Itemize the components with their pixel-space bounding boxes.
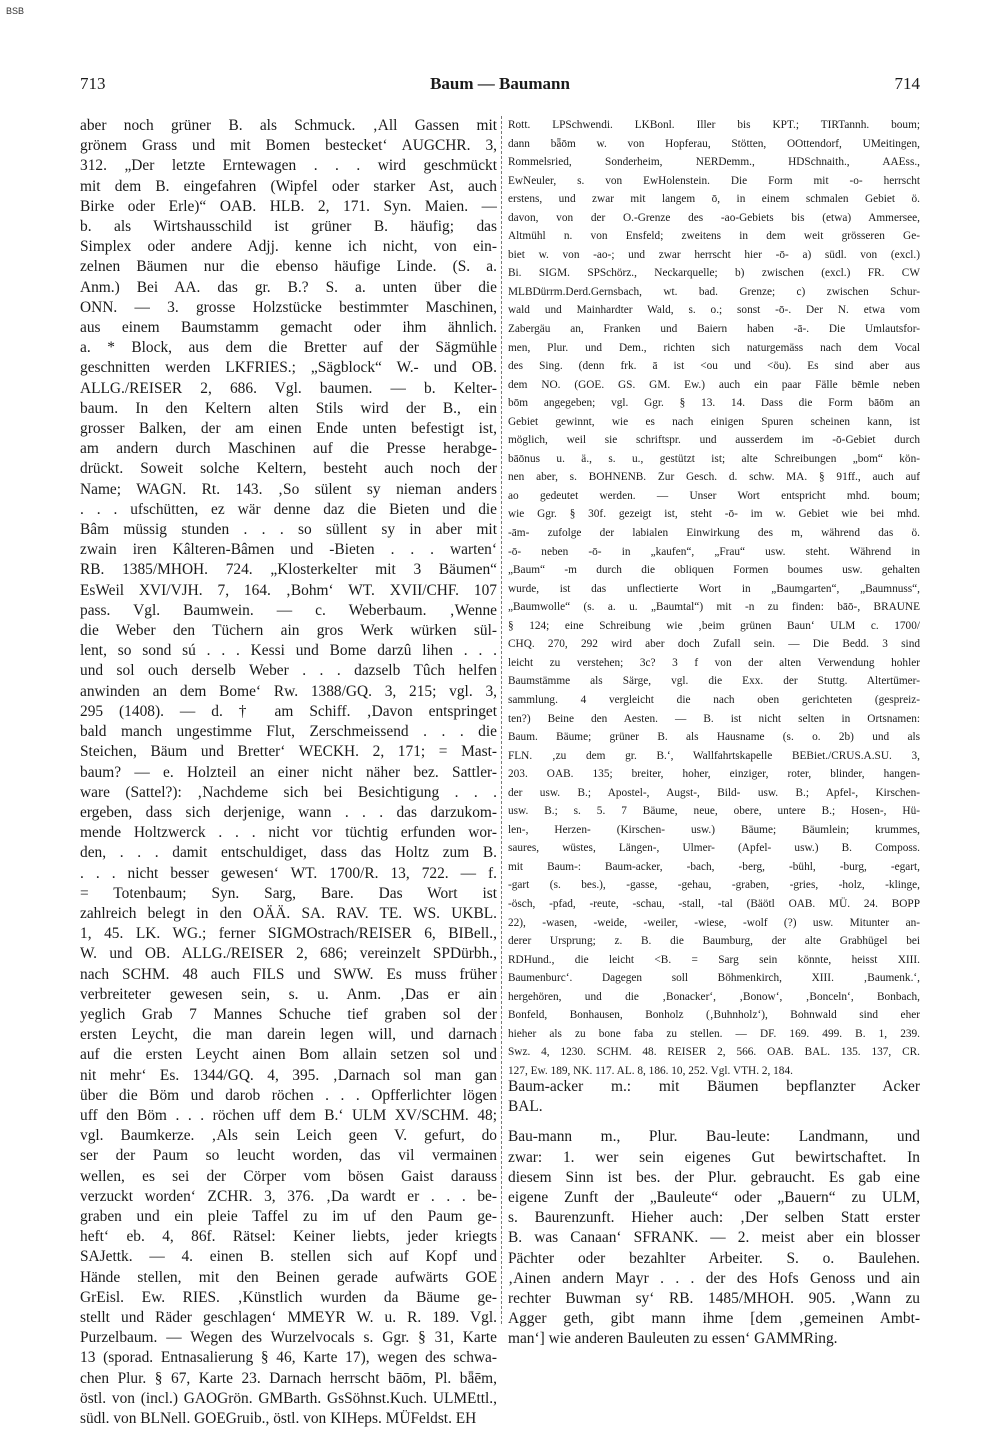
right-note-line: Baumenburc‘. Dagegen soll Böhmenkirch, XIII. ‚Baumenk.‘, [508,972,920,985]
right-note-line: erstens, und zwar mit langem ō, in einem schmalen Gebiet ö. [508,193,920,206]
left-column-line: aber noch grüner B. als Schmuck. ‚All Gassen mit [80,117,497,134]
left-column-line: stellt und Räder geschlagen‘ MMEYR W. u. R. 189. Vgl. [80,1308,497,1326]
left-column-line: baum? — e. Holzteil an einer nicht näher bez. Sattler- [80,763,497,781]
entry-bau-mann [508,1127,920,1349]
left-column-line: und sol ouch derselb Weber . . . dazselb Tûch helfen [80,662,497,680]
right-note-line: RDHund., die leicht <B. = Sarg sein könnte, heisst XIII. [508,953,920,966]
entry-bau-mann-line: Agger geth, gibt mann ihme [dem ‚gemeinen Ambt- [508,1310,920,1328]
entry-bau-mann-line: rechter Buwman sy‘ RB. 1485/MHOH. 905. ‚Wann zu [508,1290,920,1308]
right-note-line: hergehören, und die ‚Bonacker‘, ‚Bonow‘, ‚Bonceln‘, Bonbach, [508,990,920,1003]
page-number-right: 714 [894,74,920,93]
right-note-line: Bi. SIGM. SPSchörz., Neckarquelle; b) zwischen (excl.) FR. CW [508,267,920,280]
left-column-line: verzuckt worden‘ ZCHR. 3, 376. ‚Da wardt er . . . be- [80,1187,497,1205]
page-number-left: 713 [80,74,106,93]
right-note-line: Baum. Bäume; grüner B. als Hausname (s. o. 2b) und als [508,731,920,744]
right-note-line: 22), -wasen, -weide, -weiler, -wiese, -wolf (?) usw. Mitunter an- [508,916,920,929]
column-rule [501,116,502,1324]
left-column-line: drückt. Soweit solche Keltern, besteht auch noch der [80,460,497,478]
right-column-notes [508,116,920,1080]
right-note-line: men, Plur. und Dem., richten sich naturgemäss nach dem Vocal [508,341,920,354]
left-column-line: ONN. — 3. grosse Holzstücke bestimmter Maschinen, [80,298,497,316]
left-column-line: geschnitten werden LKFRIES.; „Sägblock“ W.- und OB. [80,359,497,377]
left-column-line: yeglich Grab 7 Mannes Schuche tief graben sol der [80,1005,497,1023]
right-note-line: ten?) Beine den Aesten. — B. ist nicht selten in Ortsnamen: [508,712,920,725]
right-note-line: Rott. LPSchwendi. LKBonl. Iller bis KPT.; TIRTannh. boum; [508,119,920,131]
left-column-line: = Totenbaum; Syn. Sarg, Bare. Das Wort ist [80,884,497,902]
right-column-entries [508,1077,920,1350]
left-column-line: ser der Paum so leucht worden, das vil vermainen [80,1147,497,1165]
left-column-line: EsWeil XVI/VJH. 7, 164. ‚Bohm‘ WT. XVII/CHF. 107 [80,581,497,599]
right-note-line: wurde, ist das unflectierte Wort in „Baumgarten“, „Baumnuss“, [508,582,920,595]
right-note-line: biet w. von -ao-; und zwar herrscht hier -ō- a) südl. von (excl.) [508,248,920,261]
left-column-line: ware (Sattel?): ‚Nachdeme sich bei Besichtigung . . . [80,783,497,801]
right-note-line: Gebiet gewinnt, wie es nach einigen Spuren scheinen kann, ist [508,415,920,428]
right-note-line: leicht zu verstehen; 3c? 3 f von der alten Verwendung hohler [508,656,920,669]
running-title: Baum — Baumann [430,74,570,93]
right-note-line: Zabergäu an, Franken und Baiern haben -ā-. Die Umlautsfor- [508,323,920,336]
page-header [80,74,920,98]
right-note-line: Swz. 4, 1230. SCHM. 48. REISER 2, 566. OAB. BAL. 135. 137, CR. [508,1046,920,1059]
right-note-line: des Sing. (denn frk. ā ist <ou und <öu). Es sind aber aus [508,360,920,373]
entry-baum-acker [508,1077,920,1117]
left-column-line: a. * Block, aus dem die Bretter auf der Sägmühle [80,339,497,357]
right-note-line: möglich, weil sie schriftspr. und ausserdem im -ō-Gebiet durch [508,434,920,447]
entry-bau-mann-line: ‚Ainen andern Mayr . . . der des Hofs Genoss und ain [508,1269,920,1287]
left-column-line: baum. In den Keltern alten Stils wird der B., ein [80,399,497,417]
library-stamp: BSB [6,6,25,16]
right-note-line: Altmühl n. von Ensfeld; zweitens in dem weit grösseren Ge- [508,230,920,243]
left-column-line: nit mehr‘ Es. 1344/GQ. 4, 395. ‚Darnach sol man gan [80,1066,497,1084]
left-column-line: graben und ein pleie Taffel zu im uf den Paum ge- [80,1207,497,1225]
left-column-line: Hände stellen, mit den Beinen gerade aufwärts GOE [80,1268,497,1286]
entry-bau-mann-line: Bau-mann m., Plur. Bau-leute: Landmann, und [508,1128,920,1146]
left-column-line: über die Böm und darob röchen . . . Opfferlichter lögen [80,1086,497,1104]
left-column-line: anwinden an dem Bome‘ Rw. 1388/GQ. 3, 215; vgl. 3, [80,682,497,700]
right-note-line: FLN. ‚zu dem gr. B.‘, Wallfahrtskapelle BEBiet./CRUS.A.SU. 3, [508,749,920,762]
right-note-line: mit Baum-: Baum-acker, -bach, -berg, -bühl, -burg, -egart, [508,860,920,873]
left-column-line: vgl. Baumkerze. ‚Als sein Leich geen V. gefurt, do [80,1127,497,1145]
left-column-line: östl. von (incl.) GAOGrön. GMBarth. GsSöhnst.Kuch. ULMEttl., [80,1389,497,1407]
left-column-line: bald manch ungestimme Flut, Zerschmeissend . . . die [80,723,497,741]
right-note-line: -ösch, -pfad, -reute, -schau, -stall, -tal (Bäötl OAB. MÜ. 24. BOPP [508,897,920,910]
entry-bau-mann-line: Pächter oder bezahlter Arbeiter. S. o. Baulehen. [508,1249,920,1267]
left-column-line: Simplex oder andere Adjj. kenne ich nicht, von ein- [80,238,497,256]
right-note-line: dann bǟōm w. von Hopferau, Stötten, OOttendorf, UMeitingen, [508,137,920,150]
left-column-line: 312. „Der letzte Erntewagen . . . wird geschmückt [80,157,497,175]
left-column-line: uff den Böm . . . röchen uff dem B.‘ ULM XV/SCHM. 48; [80,1106,497,1124]
right-note-line: dem NO. (GOE. GS. GM. Ew.) auch ein paar Fälle bēmle neben [508,378,920,391]
right-note-line: bāōnus u. ä., s. u., gestützt ist; alte Schreibungen „bom“ kön- [508,452,920,465]
left-column-line: verbreiteter gewesen sein, s. u. Anm. ‚Das er ain [80,985,497,1003]
right-note-line: Bonfeld, Bonhausen, Bonholz (‚Buhnholz‘), Bohnwald sind eher [508,1009,920,1022]
left-column-line: südl. von BLNell. GOEGruib., östl. von KIHeps. MÜFeldst. EH [80,1410,477,1427]
right-note-line: saures, wüstes, Längen-, Ulmer- (Apfel- usw.) B. Composs. [508,842,920,855]
left-column-line: grosser Balken, der am einen Ende unten befestigt ist, [80,420,497,438]
right-note-line: CHQ. 270, 292 wird aber doch Zufall sein. — Die Bedd. 3 sind [508,638,920,651]
left-column-line: 13 (sporad. Entnasalierung § 46, Karte 17), wegen des schwa- [80,1349,497,1367]
left-column-line: RB. 1385/MHOH. 724. „Klosterkelter mit 3 Bäumen“ [80,561,497,579]
right-note-line: § 124; eine Schreibung wie ‚beim grünen Baun‘ ULM c. 1700/ [508,619,920,632]
left-column-line: Birke oder Erle)“ OAB. HLB. 2, 171. Syn. Maien. — [80,197,497,215]
right-note-line: nen aber, s. BOHNENB. Zur Gesch. d. schw. MA. § 91ff., auch auf [508,471,920,484]
right-note-line: 203. OAB. 135; breiter, hoher, einziger, roter, blinder, hangen- [508,768,920,781]
left-column-line: grönem Grass und mit Bomen bestecket‘ AUGCHR. 3, [80,137,497,155]
left-column-line: W. und OB. ALLG./REISER 2, 686; vereinzelt SPDürbh., [80,945,497,963]
entry-bau-mann-line: diesem Sinn ist bes. der Plur. gebraucht. Es gab eine [508,1168,920,1186]
left-column-line: ALLG./REISER 2, 686. Vgl. baumen. — b. Kelter- [80,379,497,397]
left-column-line: Name; WAGN. Rt. 143. ‚So sülent sy nieman anders [80,480,497,498]
entry-bau-mann-line: eigene Zunft der „Bauleute“ oder „Bauern“ zu ULM, [508,1189,920,1207]
left-column-line: pass. Vgl. Baumwein. — c. Weberbaum. ‚Wenne [80,601,497,619]
left-column-line: Steichen, Bäum und Bretter‘ WECKH. 2, 171; = Mast- [80,743,497,761]
right-note-line: wie Ggr. § 30f. gezeigt ist, steht -ō- im w. Gebiet wie bei mhd. [508,508,920,521]
left-column-line: die Weber den Tüchern ain gros Werk würken sül- [80,622,497,640]
right-note-line: MLBDürrm.Derd.Gernsbach, wt. bad. Grenze; c) zwischen Schur- [508,285,920,298]
right-note-line: derer Ursprung; z. B. die Baumburg, der alte Grabhügel bei [508,935,920,948]
right-note-line: usw. B.; s. 5. 7 Bäume, neue, obere, untere B.; Hosen-, Hü- [508,805,920,818]
left-column-line: GrEisl. Ew. RIES. ‚Künstlich wurden da Bäume ge- [80,1288,497,1306]
left-column-line: zelnen Bäumen nur die ebenso häufige Linde. (S. a. [80,258,497,276]
left-column-line: nach SCHM. 48 auch FILS und SWW. Es muss früher [80,965,497,983]
right-note-line: -ō- neben -ō- in „kaufen“, „Frau“ usw. steht. Während in [508,545,920,558]
left-column-line: Bâm müssig stunden . . . so süllent sy in aber mit [80,521,497,539]
right-note-line: -ām- zufolge der labialen Einwirkung des m, während das ö. [508,527,920,540]
left-column-line: b. als Wirtshausschild ist grüner B. häufig; das [80,218,497,236]
left-column-line: mit dem B. eingefahren (Wipfel oder starker Ast, auch [80,177,497,195]
right-note-line: davon, von der O.-Grenze des -ao-Gebiets bis (etwa) Ammersee, [508,211,920,224]
left-column-line: chen Plur. § 67, Karte 23. Darnach herrscht bāōm, Pl. bǟēm, [80,1369,497,1387]
right-note-line: der usw. B.; Apostel-, Augst-, Bild- usw. B.; Apfel-, Kirschen- [508,786,920,799]
left-column-line: am andern durch Maschinen auf die Presse herabge- [80,440,497,458]
right-note-line: 127, Ew. 189, NK. 117. AL. 8, 186. 10, 252. Vgl. VTH. 2, 184. [508,1064,793,1077]
left-column-line: ersten Leycht, die man darein legen will, und darnach [80,1026,497,1044]
entry-baum-acker-line: Baum-acker m.: mit Bäumen bepflanzter Acker [508,1078,920,1095]
right-note-line: ao gedeutet werden. — Unser Wort entspricht mhd. boum; [508,489,920,502]
entry-bau-mann-line: s. Baurenzunft. Hieher auch: ‚Der selben Statt erster [508,1209,920,1227]
right-note-line: sammlung. 4 vergleicht die nach oben gerichteten (gespreiz- [508,693,920,706]
right-note-line: „Baum“ -m durch die obliquen Formen boumes usw. gehalten [508,564,920,577]
right-note-line: Baumstämme als Särge, vgl. die Exx. der Stuttg. Altertümer- [508,675,920,688]
left-column-line: Purzelbaum. — Wegen des Wurzelvocals s. Ggr. § 31, Karte [80,1329,497,1347]
left-column-line: wellen, es sei der Cörper vom bösen Gaist darauss [80,1167,497,1185]
left-column-line: . . . nicht besser gewesen‘ WT. 1700/R. 13, 722. — f. [80,864,497,882]
left-column-line: mende Holtzwerck . . . nicht vor tüchtig erfunden wor- [80,824,497,842]
left-column-line: ergeben, dass sich derjenige, wann . . . das darzukom- [80,803,497,821]
left-column-line: aus einem Baumstamm gemacht oder ihm ähnlich. [80,319,497,337]
left-column-line: . . . ufschütten, ez wär denne daz die Bieten und die [80,500,497,518]
left-column-line: auf die ersten Leycht ainen Bom allain setzen sol und [80,1046,497,1064]
left-column-line: zahlreich belegt in den OÄÄ. SA. RAV. TE. WS. UKBL. [80,904,497,922]
right-note-line: len-, Herzen- (Kirschen- usw.) Bäume; Bäumlein; krummes, [508,823,920,836]
right-note-line: Rommelsried, Sonderheim, NERDemm., HDSchnaith., AAEss., [508,156,920,169]
left-column [80,116,497,1429]
entry-bau-mann-line: B. was Canaan‘ SFRANK. — 2. meist aber ein blosser [508,1229,920,1247]
right-note-line: -gart (s. bes.), -gasse, -gehau, -graben, -gries, -holz, -klinge, [508,879,920,892]
left-column-line: SAJettk. — 4. einen B. stellen sich auf Kopf und [80,1248,497,1266]
entry-bau-mann-line: zwar: 1. wer sein eigenes Gut bewirtschaftet. In [508,1148,920,1166]
right-note-line: wald und Mainhardter Wald, s. o.; sonst -ō-. Der N. etwa vom [508,304,920,317]
left-column-line: zwain iren Kâlteren-Bâmen und -Bieten . . . warten‘ [80,541,497,559]
left-column-line: heft‘ eb. 4, 86f. Rätsel: Keiner liebts, jeder kriegts [80,1228,497,1246]
left-column-line: 295 (1408). — d. † am Schiff. ‚Davon entspringet [80,702,497,720]
right-note-line: „Baumwolle“ (s. a. u. „Baumtal“) mit -n zu finden: bāō-, BRAUNE [508,601,920,614]
left-column-line: lent, so sond sú . . . Kessi und Bome darzû lihen . . . [80,642,497,660]
right-note-line: hieher als zu bone faba zu stellen. — DF. 169. 499. B. 1, 239. [508,1027,920,1040]
left-column-line: Anm.) Bei AA. das gr. B.? S. a. unten über die [80,278,497,296]
left-column-line: 1, 45. LK. WG.; ferner SIGMOstrach/REISER 6, BIBell., [80,925,497,943]
entry-bau-mann-line: man‘] wie anderen Bauleuten zu essen‘ GAMMRing. [508,1330,838,1348]
right-note-line: bōm angegeben; vgl. Ggr. § 13. 14. Dass die Form bāōm an [508,397,920,410]
entry-baum-acker-line: BAL. [508,1098,543,1116]
left-column-line: den, . . . damit entschuldiget, dass das Holtz zum B. [80,844,497,862]
right-note-line: EwNeuler, s. von EwHolenstein. Die Form mit -o- herrscht [508,174,920,187]
